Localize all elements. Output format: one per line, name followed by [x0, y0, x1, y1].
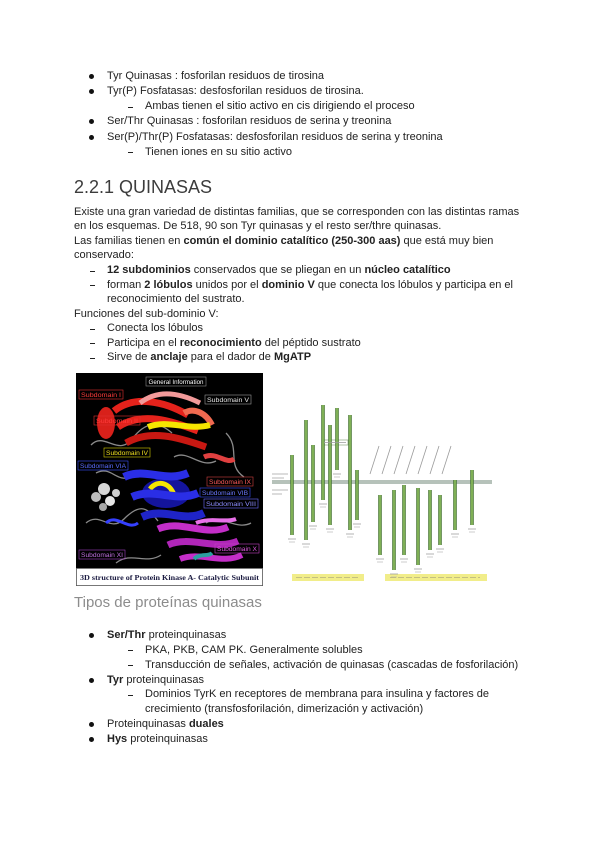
figure-background — [270, 398, 495, 588]
subdomain-label: Subdomain VIII — [206, 501, 257, 508]
type-item-tyr — [107, 673, 204, 688]
blue-helix — [132, 493, 198, 497]
ligand-sphere — [112, 489, 120, 497]
text-run: unidos por el — [192, 278, 262, 291]
text-run: Sirve de — [107, 351, 151, 363]
bullet-icon — [89, 678, 94, 683]
text-run: que está muy bien — [400, 234, 494, 247]
bullet-icon — [89, 633, 94, 638]
bold-run: Hys — [107, 732, 128, 745]
figure-bar — [470, 470, 474, 525]
ligand-sphere — [98, 483, 110, 495]
subdomain-label: Subdomain VIA — [80, 463, 126, 470]
paragraph-line — [74, 234, 493, 249]
text-run: forman — [107, 278, 145, 291]
bold-run: Ser/Thr — [107, 629, 146, 641]
dash-icon — [128, 650, 133, 651]
bullet-icon — [89, 74, 94, 79]
figure-bar — [392, 490, 396, 570]
bullet-icon — [89, 722, 94, 727]
dash-icon — [90, 343, 95, 344]
function-item-conecta: Conecta los lóbulos — [107, 322, 204, 334]
text-run: que conecta los lóbulos y participa en el — [314, 278, 513, 291]
type-item-hys — [107, 732, 208, 747]
domain-item-lobulos — [107, 278, 513, 293]
subdomain-label: Subdomain VIB — [202, 490, 248, 497]
blue-helix — [142, 513, 204, 517]
intro-subitem-sitio-activo: Ambas tienen el sitio activo en cis dirigiendo el proceso — [145, 100, 415, 112]
figure-caption: 3D structure of Protein Kinase A- Catalytic Subunit — [80, 574, 260, 582]
protein-kinase-a-structure-image — [76, 373, 263, 586]
bold-run: 2 lóbulos — [144, 278, 193, 291]
blue-helix — [124, 473, 188, 477]
dash-icon — [128, 665, 133, 666]
subdomain-label: Subdomain IV — [106, 450, 148, 457]
figure-bar — [304, 420, 308, 540]
intro-item-ser-thr-quinasas: Ser/Thr Quinasas : fosforilan residuos de serina y treonina — [107, 115, 392, 127]
type-item-ser-thr — [107, 628, 226, 643]
type-subitem: Transducción de señales, activación de quinasas (cascadas de fosforilación) — [145, 658, 519, 671]
bold-run: reconocimiento — [179, 336, 262, 349]
text-run: proteinquinasas — [127, 732, 208, 745]
types-heading: Tipos de proteínas quinasas — [74, 594, 262, 611]
dash-icon — [90, 358, 95, 359]
text-run: conservados que se pliegan en un — [190, 264, 365, 276]
type-subitem: PKA, PKB, CAM PK. Generalmente solubles — [145, 643, 363, 656]
intro-item-tyr-fosfatasas: Tyr(P) Fosfatasas: desfosforilan residuos de tirosina. — [107, 85, 364, 97]
magenta-helix — [158, 526, 228, 530]
bold-run: dominio V — [261, 278, 315, 291]
subdomain-label: Subdomain XI — [81, 552, 124, 559]
text-run: Proteinquinasas — [107, 717, 189, 730]
bold-run: 12 subdominios — [107, 264, 191, 276]
yellow-strand — [148, 424, 210, 427]
dash-icon — [128, 107, 133, 108]
type-item-duales — [107, 717, 224, 732]
bullet-icon — [89, 119, 94, 124]
figure-bar — [348, 415, 352, 530]
general-information-label: General Information — [148, 379, 204, 386]
figure-bar — [328, 425, 332, 525]
paragraph-line: conservado: — [74, 249, 134, 261]
intro-subitem-iones: Tienen iones en su sitio activo — [145, 145, 292, 158]
figure-bar — [428, 490, 432, 550]
intro-item-tyr-quinasas: Tyr Quinasas : fosforilan residuos de tirosina — [107, 69, 325, 82]
figure-bar — [335, 408, 339, 470]
figure-bar — [416, 488, 420, 565]
type-subitem-continuation: crecimiento (transfosforilación, dimerización y activación) — [145, 702, 424, 715]
dash-icon — [128, 695, 133, 696]
figure-bar — [453, 480, 457, 530]
text-run: proteinquinasas — [123, 673, 205, 686]
text-run: Las familias tienen en — [74, 234, 184, 247]
bullet-icon — [89, 737, 94, 742]
functions-title: Funciones del sub-dominio V: — [74, 307, 219, 320]
figure-bar — [402, 485, 406, 555]
bold-run: anclaje — [150, 351, 188, 363]
domain-item-continuation: reconocimiento del sustrato. — [107, 293, 245, 305]
figure-bar — [321, 405, 325, 500]
figure-bar — [355, 470, 359, 520]
figure-bar — [438, 495, 442, 545]
function-item-anclaje — [107, 350, 311, 365]
subdomain-label: Subdomain I — [81, 392, 122, 399]
bold-run: MgATP — [273, 351, 312, 363]
dash-icon — [90, 271, 95, 272]
domain-item-subdominios — [107, 263, 451, 278]
bold-run: Tyr — [107, 673, 124, 686]
figure-bar — [378, 495, 382, 555]
bold-run: común el dominio catalítico (250-300 aas) — [183, 234, 401, 247]
ligand-sphere — [99, 503, 107, 511]
bold-run: núcleo catalítico — [364, 264, 451, 276]
subdomain-label: Subdomain X — [217, 546, 257, 553]
section-heading: 2.2.1 QUINASAS — [74, 177, 213, 197]
text-run: para el dador de — [187, 351, 274, 363]
magenta-helix — [168, 541, 238, 545]
text-run: proteinquinasas — [145, 629, 227, 641]
dash-icon — [90, 329, 95, 330]
ligand-sphere — [91, 492, 101, 502]
type-subitem: Dominios TyrK en receptores de membrana para insulina y factores de — [145, 688, 490, 700]
subdomain-label: Subdomain V — [207, 397, 249, 404]
bullet-icon — [89, 135, 94, 140]
intro-item-ser-thr-fosfatasas: Ser(P)/Thr(P) Fosfatasas: desfosforilan residuos de serina y treonina — [107, 130, 443, 143]
figure-bar — [311, 445, 315, 522]
bold-run: duales — [188, 717, 224, 730]
paragraph-line: Existe una gran variedad de distintas familias, que se corresponden con las distintas ramas — [74, 205, 520, 218]
figure-bar — [290, 455, 294, 535]
function-item-reconocimiento — [107, 336, 361, 351]
text-run: Participa en el — [107, 336, 180, 349]
subdomain-label: Subdomain II — [96, 418, 139, 425]
dash-icon — [128, 152, 133, 153]
dash-icon — [90, 285, 95, 286]
bullet-icon — [89, 89, 94, 94]
ligand-sphere — [105, 496, 115, 506]
text-run: del péptido sustrato — [261, 336, 361, 349]
kinase-families-figure — [270, 398, 495, 588]
paragraph-line: en los esquemas. De 518, 90 son Tyr quinasas y el resto ser/thre quinasas. — [74, 220, 442, 232]
subdomain-label: Subdomain IX — [209, 479, 251, 486]
